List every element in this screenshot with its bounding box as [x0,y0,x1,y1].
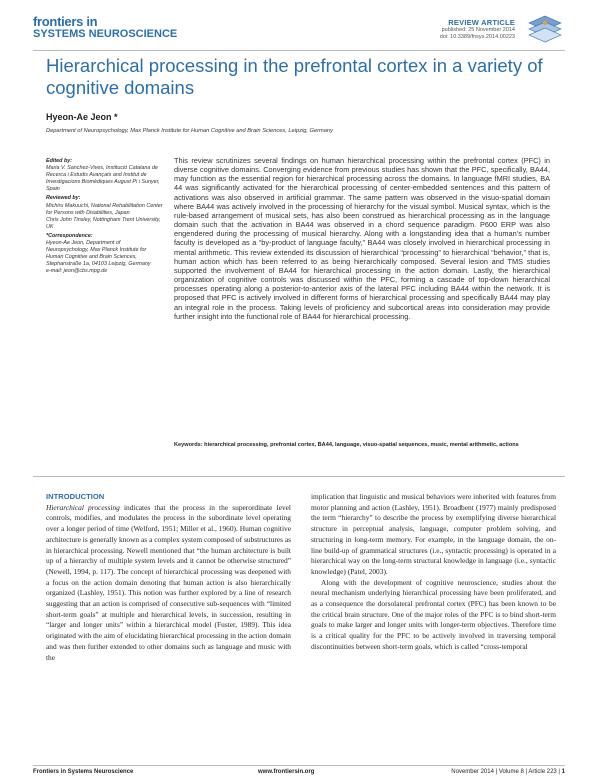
header-divider [33,50,565,51]
doi-link[interactable]: doi: 10.3389/fnsys.2014.00223 [439,34,515,40]
body-text: indicates that the process in the superordinate level controls, modifies, and modulates the process in the subordinate level operating over a longer period of time (Welford, 1951; Miller et al., 1960). Human cognitive architecture is generally known as a complex system composed of substructures as in hierarchical processing. Newell mentioned that “the human architecture is built up of a hierarchy of multiple system levels and it cannot be otherwise structured” (Newell, 1994, p. 117). The concept of hierarchical processing was deepened with a focus on the action domain denoting that human action is also hierarchically organized (Lashley, 1951). This notion was further explored by a line of research suggesting that an action is comprised of consecutive sub-sequences with “limited short-term goals” at multiple and hierarchical levels, in succession, resulting in “larger and longer units” within a hierarchical model (Fuster, 1989). This idea originated with the aim of elucidating hierarchical processing in the action domain and was then further extended to other domains such as language and music with the [46,502,291,662]
footer-issue-text: November 2014 | Volume 8 | Article 223 | [451,769,560,775]
journal-logo [33,15,177,40]
article-type: REVIEW ARTICLE [448,18,515,27]
author-affiliation: Department of Neuropsychology, Max Planck Institute for Human Cognitive and Brain Sciences, Leipzig, Germany [46,128,333,134]
correspondence-text: Hyeon-Ae Jeon, Department of Neuropsychology, Max Planck Institute for Human Cognitive and Brain Sciences, Stephanstraße 1a, 04103 Leipzig, Germany [46,240,151,268]
footer-journal: Frontiers in Systems Neuroscience [33,769,134,775]
editor-text: Maria V. Sanchez-Vives, Institució Catalana de Recerca i Estudis Avançats and Institut de Investigacions Biomèdiques August Pi i Sunyer, Spain [46,165,160,193]
reviewed-by-label: Reviewed by: [46,195,81,202]
author-name[interactable]: Hyeon-Ae Jeon * [46,112,118,122]
body-column-left [46,492,291,663]
footer-divider [33,765,565,766]
journal-name-line1: frontiers in [33,14,98,29]
page-number: 1 [561,769,565,775]
footer-url[interactable]: www.frontiersin.org [258,769,315,775]
keywords-list: hierarchical processing, prefrontal cortex, BA44, language, visuo-spatial sequences, music, mental arithmetic, actions [204,442,519,448]
published-date: published: 25 November 2014 [441,27,515,33]
body-paragraph: Along with the development of cognitive neuroscience, studies about the neural mechanism underlying hierarchical processing have been proliferated, and as a consequence the dorsolateral prefrontal cortex (PFC) has been known to be the critical brain structure. One of the major roles of the PFC is to bind short-term goals to make larger and longer units with longer-term objectives. Therefore time is a critical quality for the PFC to be actively involved in traversing temporal discontinuities between short-term goals, which is called “cross-temporal [311,577,556,651]
abstract: This review scrutinizes several findings on human hierarchical processing within the prefrontal cortex (PFC) in diverse cognitive domains. Converging evidence from previous studies has shown that the PFC, specifically, BA44, may function as the essential region for hierarchical processing across the domains. In language fMRI studies, BA 44 was significantly activated for the hierarchical processing of center-embedded sentences and this pattern of activations was also observed in artificial grammar. The same pattern was observed in the visuo-spatial domain where BA44 was actively involved in the processing of hierarchy for the visual symbol. Musical syntax, which is the rule-based arrangement of musical sets, has also been construed as hierarchical processing as in the language domain such that the activation in BA44 was observed in a chord sequence paradigm. P600 ERP was also engendered during the processing of musical hierarchy. Along with a longstanding idea that a human’s number faculty is developed as a “by-product of language faculty,” BA44 was closely involved in hierarchical processing in mental arithmetic. This review extended its discussion of hierarchical “processing” to hierarchical “behavior,” that is, human action which has been referred to as being hierarchically composed. Several lesion and TMS studies supported the involvement of BA44 for hierarchical processing in the action domain. Lastly, the hierarchical organization of cognitive controls was discussed within the PFC, forming a cascade of top-down hierarchical processes operating along a posterior-to-anterior axis of the lateral PFC including BA44 within the network. It is proposed that PFC is actively involved in different forms of hierarchical processing and specifically BA44 may play an integral role in the process. Taking levels of proficiency and subcortical areas into consideration may provide further insight into the functional role of BA44 for hierarchical processing. [174,156,550,321]
keywords-label: Keywords: [174,442,203,448]
lead-term: Hierarchical processing [46,502,120,512]
correspondence-email[interactable]: e-mail: jeon@cbs.mpg.de [46,268,108,275]
article-title: Hierarchical processing in the prefrontal cortex in a variety of cognitive domains [46,55,543,98]
correspondence-label: *Correspondence: [46,232,93,239]
body-paragraph [46,503,291,664]
editorial-sidebar [46,158,164,276]
edited-by-label: Edited by: [46,158,73,164]
abstract-divider [33,476,565,477]
brain-stack-icon [525,14,565,44]
reviewer-text: Michiru Makuuchi, National Rehabilitation Center for Persons with Disabilities, Japan [46,202,163,216]
body-column-right [311,492,556,653]
body-paragraph: implication that linguistic and musical behaviors were inherited with features from motor planning and action (Lashley, 1951). Broadbent (1977) mainly predisposed the term “hierarchy” to describe the process by exemplifying diverse hierarchical structure in perceptual analysis, language, computer problem solving, and structuring in long-term memory. For example, in the language domain, the on-line build-up of grammatical structures (i.e., syntactic processing) is operated in a hierarchical way on the long-term structural knowledge in language (i.e., syntactic knowledge) (Patel, 2003). [311,492,556,576]
journal-name-line2: SYSTEMS NEUROSCIENCE [33,28,178,40]
footer-issue [451,768,565,776]
article-meta [440,18,515,41]
section-heading: INTRODUCTION [46,492,105,501]
keywords [174,442,550,450]
reviewer-text: Chris John Tinsley, Nottingham Trent University, UK [46,216,161,230]
